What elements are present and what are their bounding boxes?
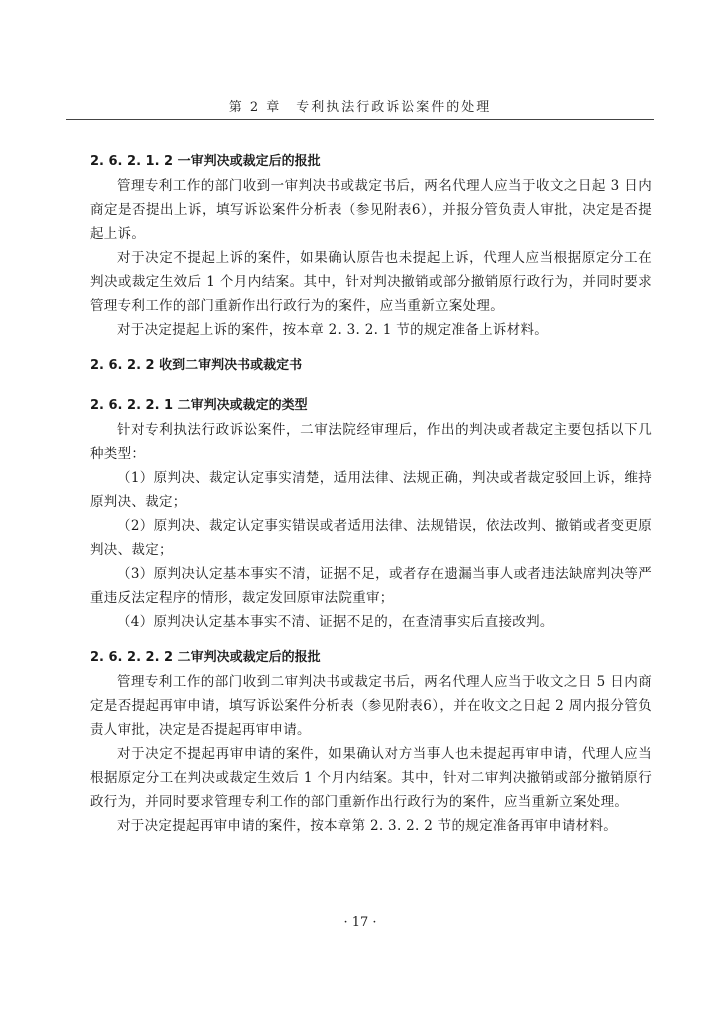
paragraph: 对于决定提起上诉的案件，按本章 2. 3. 2. 1 节的规定准备上诉材料。 xyxy=(117,322,549,338)
running-header: 第 2 章 专利执法行政诉讼案件的处理 xyxy=(228,100,492,115)
paragraph: 管理专利工作的部门收到二审判决书或裁定书后，两名代理人应当于收文之日 5 日内商定是否提起再审申请，填写诉讼案件分析表（参见附表6），并在收文之日起 2 周内报分管负责人审批，决定是否提起再审申请。 xyxy=(90,674,652,738)
spacer xyxy=(90,342,652,354)
section-heading: 2. 6. 2. 2. 1 二审判决或裁定的类型 xyxy=(90,398,308,413)
list-item: （4）原判决认定基本事实不清、证据不足的，在查清事实后直接改判。 xyxy=(117,614,554,630)
section-heading: 2. 6. 2. 2. 2 二审判决或裁定后的报批 xyxy=(90,650,321,665)
section-heading: 2. 6. 2. 1. 2 一审判决或裁定后的报批 xyxy=(90,154,321,169)
list-item: （2）原判决、裁定认定事实错误或者适用法律、法规错误，依法改判、撤销或者变更原判决、裁定； xyxy=(90,518,652,558)
section-first-instance-approval xyxy=(90,150,652,342)
paragraph: 管理专利工作的部门收到一审判决书或裁定书后，两名代理人应当于收文之日起 3 日内商定是否提出上诉，填写诉讼案件分析表（参见附表6），并报分管负责人审批，决定是否提起上诉。 xyxy=(90,178,652,242)
paragraph: 针对专利执法行政诉讼案件，二审法院经审理后，作出的判决或者裁定主要包括以下几种类型： xyxy=(90,422,652,462)
paragraph: 对于决定提起再审申请的案件，按本章第 2. 3. 2. 2 节的规定准备再审申请材料。 xyxy=(117,818,618,834)
section-receive-second-instance xyxy=(90,354,652,378)
header-rule xyxy=(66,119,654,120)
section-second-instance-types xyxy=(90,394,652,634)
spacer xyxy=(90,378,652,394)
page-body xyxy=(90,150,652,838)
paragraph: 对于决定不提起再审申请的案件，如果确认对方当事人也未提起再审申请，代理人应当根据原定分工在判决或裁定生效后 1 个月内结案。其中，针对二审判决撤销或部分撤销原行政行为，并同时要求管理专利工作的部门重新作出行政行为的案件，应当重新立案处理。 xyxy=(90,746,652,810)
page-number: · 17 · xyxy=(343,915,377,930)
paragraph: 对于决定不提起上诉的案件，如果确认原告也未提起上诉，代理人应当根据原定分工在判决或裁定生效后 1 个月内结案。其中，针对判决撤销或部分撤销原行政行为，并同时要求管理专利工作的部门重新作出行政行为的案件，应当重新立案处理。 xyxy=(90,250,652,314)
list-item: （1）原判决、裁定认定事实清楚，适用法律、法规正确，判决或者裁定驳回上诉，维持原判决、裁定； xyxy=(90,470,652,510)
section-heading: 2. 6. 2. 2 收到二审判决书或裁定书 xyxy=(90,358,303,373)
spacer xyxy=(90,634,652,646)
section-second-instance-approval xyxy=(90,646,652,838)
list-item: （3）原判决认定基本事实不清，证据不足，或者存在遗漏当事人或者违法缺席判决等严重违反法定程序的情形，裁定发回原审法院重审； xyxy=(90,566,652,606)
